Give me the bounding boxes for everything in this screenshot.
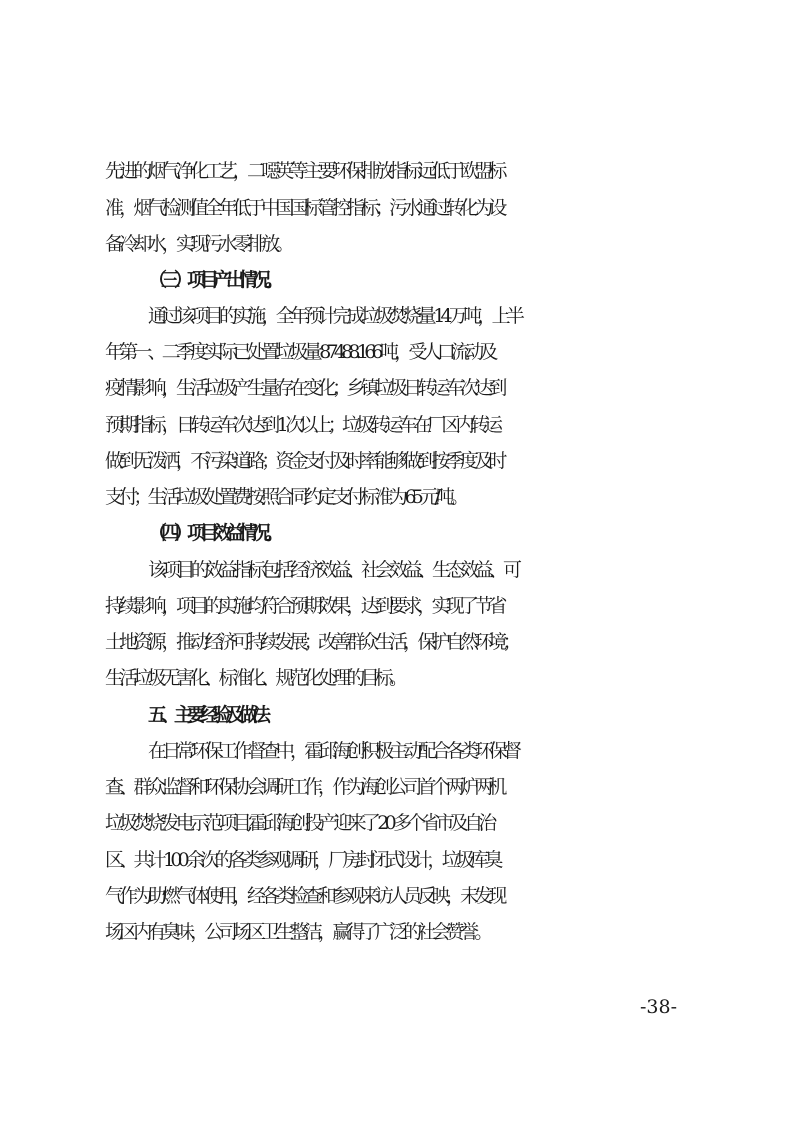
body-text-line: 准，烟气检测值全年低于中国国标管控指标；污水通过转化为设	[105, 197, 503, 219]
body-text-line: 场区内有臭味，公司场区卫生整洁，赢得了广泛的社会赞誉。	[105, 921, 489, 943]
body-text-line: 先进的烟气净化工艺，二噁英等主要环保排放指标远低于欧盟标	[105, 160, 503, 182]
body-text-line: 该项目的效益指标包括经济效益、社会效益、生态效益、可	[148, 559, 518, 581]
body-text-line: 备冷却水，实现污水零排放。	[105, 233, 290, 255]
section-heading-3: （三）项目产出情况。	[148, 269, 279, 291]
section-heading-5: 五、主要经验及做法	[148, 704, 266, 726]
body-text-line: 通过该项目的实施，全年预计完成垃圾焚烧量 14 万吨，上半	[148, 305, 521, 327]
body-text-line: 生活垃圾无害化、标准化、规范化处理的目标。	[105, 667, 404, 689]
body-text-line: 预期指标，日转运车次达到 1 次以上；垃圾转运车在厂区内转运	[105, 414, 499, 436]
body-text-line: 年第一、二季度实际已处置垃圾量 87488.166 吨，受人口流动及	[105, 341, 494, 363]
body-text-line: 支付；生活垃圾处置费按照合同约定支付标准为 65 元/吨。	[105, 486, 465, 508]
body-text-line: 土地资源，推动经济可持续发展；改善群众生活，保护自然环境；	[105, 631, 517, 653]
body-text-line: 做到无泼洒，不污染道路；资金支付及时率能够做到按季度及时	[105, 450, 503, 472]
body-text-line: 气作为助燃气体使用，经各类检查和参观来访人员反映，未发现	[105, 885, 503, 907]
body-text-line: 在日常环保工作督查中，霍邱海创积极主动配合各类环保督	[148, 740, 518, 762]
page-number: -38-	[640, 996, 678, 1018]
body-text-line: 疫情影响，生活垃圾产生量存在变化；乡镇垃圾日转运车次达到	[105, 377, 503, 399]
body-text-line: 垃圾焚烧发电示范项目,霍邱海创投产迎来了 20 多个省市及自治	[105, 812, 493, 834]
body-text-line: 持续影响，项目的实施均符合预期效果，达到要求，实现了节省	[105, 595, 503, 617]
section-heading-4: （四）项目效益情况。	[148, 522, 279, 544]
body-text-line: 查、群众监督和环保协会调研工作，作为海创公司首个两炉两机	[105, 776, 503, 798]
body-text-line: 区、共计 100 余次的各类参观调研，厂房封闭式设计，垃圾库臭	[105, 849, 499, 871]
